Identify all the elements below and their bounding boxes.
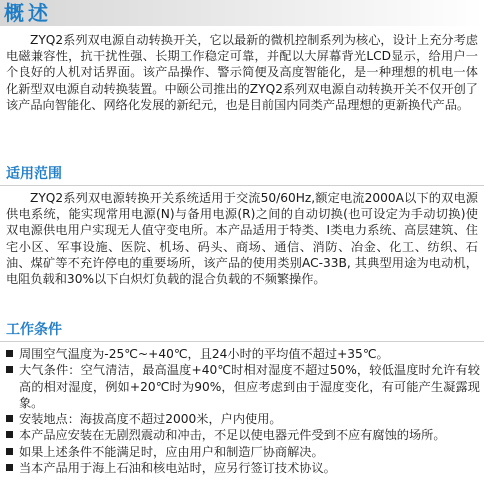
overview-title: 概述 [4, 1, 52, 25]
conditions-title: 工作条件 [6, 322, 62, 338]
scope-paragraph: ZYQ2系列双电源转换开关系统适用于交流50/60Hz,额定电流2000A以下的双电源供电系统，能实现常用电源(N)与备用电源(R)之间的自动切换(也可设定为手动切换)使双电源供电用户实现无人值守变电所。本产品适用于特类、Ⅰ类电力系统、高层建筑、住宅小区、军事设施、医院、机场、码头、商场、通信、消防、冶金、化工、纺织、石油、煤矿等不充许停电的重要场所，该产品的使用类别AC-33B, 其典型用途为电动机，电阻负载和30%以下白炽灯负载的混合负载的不频繁操作。 [6, 191, 478, 287]
square-bullet-icon [6, 448, 13, 455]
square-bullet-icon [6, 431, 13, 438]
list-item: 安装地点：海拔高度不超过2000米，户内使用。 [6, 411, 480, 427]
overview-header-bar [0, 0, 484, 26]
conditions-divider [0, 341, 484, 342]
overview-paragraph: ZYQ2系列双电源自动转换开关，它以最新的微机控制系列为核心，设计上充分考虑电磁兼容性，抗干扰性强、长期工作稳定可靠，并配以大屏幕背光LCD显示，给用户一个良好的人机对话界面。该产品操作、警示简便及高度智能化，是一种理想的机电一体化新型双电源自动转换装置。中颐公司推出的ZYQ2系列双电源自动转换开关不仅开创了该产品向智能化、网络化发展的新纪元，也是目前国内同类产品理想的更新换代产品。 [6, 33, 478, 112]
square-bullet-icon [6, 464, 13, 471]
list-item: 本产品应安装在无剧烈震动和冲击，不足以使电器元件受到不应有腐蚀的场所。 [6, 427, 480, 443]
conditions-list [6, 346, 480, 476]
list-item: 如果上述条件不能满足时，应由用户和制造厂协商解决。 [6, 444, 480, 460]
square-bullet-icon [6, 366, 13, 373]
scope-divider [0, 185, 484, 186]
square-bullet-icon [6, 350, 13, 357]
scope-title: 适用范围 [6, 166, 62, 182]
list-item: 大气条件：空气清洁，最高温度+40℃时相对湿度不超过50%，较低温度时允许有较高的相对湿度，例如+20℃时为90%，但应考虑到由于湿度变化，有可能产生凝露现象。 [6, 362, 480, 411]
square-bullet-icon [6, 415, 13, 422]
list-item: 周围空气温度为-25℃~+40℃，且24小时的平均值不超过+35℃。 [6, 346, 480, 362]
list-item: 当本产品用于海上石油和核电站时，应另行签订技术协议。 [6, 460, 480, 476]
